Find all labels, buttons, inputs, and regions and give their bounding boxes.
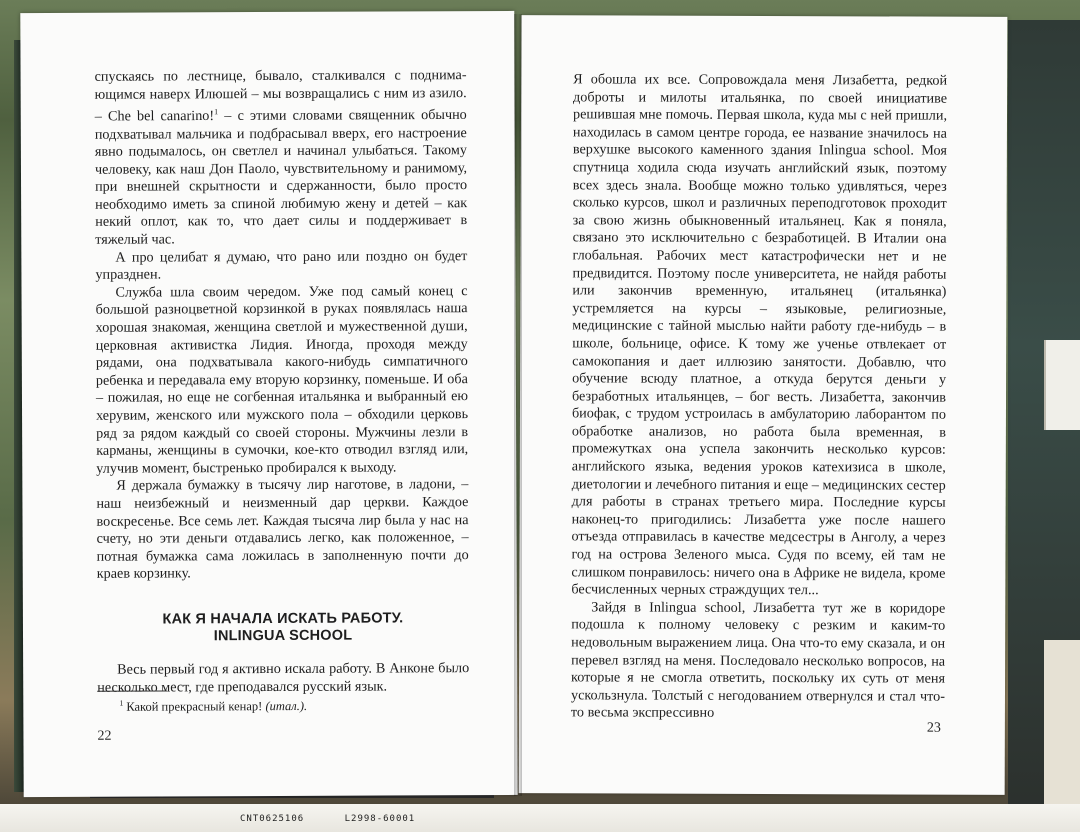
footnote-marker: 1 <box>214 107 219 117</box>
book-gutter <box>514 14 522 796</box>
chapter-heading-line-2: INLINGUA SCHOOL <box>213 627 353 645</box>
footnote <box>119 698 307 715</box>
footnote-number: 1 <box>119 698 124 708</box>
chapter-heading <box>97 610 469 646</box>
chapter-heading-line-1: КАК Я НАЧАЛА ИСКАТЬ РАБОТУ. <box>162 610 404 628</box>
scanner-edge <box>1008 20 1080 832</box>
right-page-text <box>571 71 947 723</box>
left-paragraph-3: Служба шла своим чередом. Уже под самый конец с большой разноцветной корзинкой в руках появлялась наша хорошая знакомая, женщина светлой и мужественной души, церковная активистка Лидия. Иногда, проходя между рядами, она подхватывала какого-нибудь симпатичного ребенка и передавала ему вторую корзинку, поменьше. И оба – пожилая, но еще не согбенная итальянка и выбранный ею херувим, женского или мужского пола – обходили церковь ряд за рядом каждый со своей стороны. Мужчины лезли в карманы, женщины в сумочки, кое-кто отводил взгляд или, улучив момент, быстренько пробирался к выходу. <box>95 282 469 477</box>
page-number-right: 23 <box>926 720 941 736</box>
scan-bottom-bar <box>0 804 1080 832</box>
footnote-text: Какой прекрасный кенар! (итал.). <box>126 698 308 714</box>
left-paragraph-1: спускаясь по лестнице, бывало, сталкивался с поднимающимся наверх Илюшей – мы возвращались с ним из азило. – Che bel canarino!$^1$ – с этими словами священник обычно подхватывал мальчика и подбрасывал вверх, его настроение явно подымалось, он светлел и начинал улыбаться. Такому человеку, как наш Дон Паоло, чувствительному и ранимому, при внешней скрытности и сдержанности, было просто необходимо иметь за спиной любимую жену и детей – как некий оплот, как то, что дает силы и поддерживает в тяжелый час. <box>94 67 468 248</box>
scan-code-right: L2998-60001 <box>344 814 416 824</box>
left-paragraph-2: А про целибат я думаю, что рано или поздно он будет упразднен. <box>95 247 468 284</box>
right-page <box>519 15 1008 795</box>
left-page <box>20 11 517 797</box>
scanner-edge-light <box>1044 340 1080 430</box>
scan-code-left: CNT0625106 <box>240 814 305 824</box>
left-paragraph-4: Я держала бумажку в тысячу лир наготове, в ладони, – наш неизбежный и неизменный дар церкви. Каждое воскресенье. Все семь лет. Каждая тысяча лир была у нас на счету, но эти деньги отдавались легко, как положенное, – потная бумажка сама ложилась в заполненную почти до краев корзинку. <box>96 476 469 583</box>
right-paragraph-2: Зайдя в Inlingua school, Лизабетта тут же в коридоре подошла к полному человеку с резким и каким-то недовольным выражением лица. Она что-то ему сказала, и он перевел взгляд на меня. Последовало несколько вопросов, на которые я не смогла ответить, поскольку их суть от меня ускользнула. Толстый с негодованием отвернулся и стал что-то весьма экспрессивно <box>570 599 946 722</box>
page-number-left: 22 <box>97 728 112 744</box>
scanner-edge-light-lower <box>1044 640 1080 830</box>
left-paragraph-5: Весь первый год я активно искала работу. В Анконе было несколько мест, где преподавался русский язык. <box>97 660 470 696</box>
right-paragraph-1: Я обошла их все. Сопровождала меня Лизабетта, редкой доброты и милоты итальянка, по своей инициативе решившая мне помочь. Первая школа, куда мы с ней пришли, находилась в самом центре города, ее название значилось на верхушке высокого каменного здания Inlingua school. Моя спутница ходила сюда изучать английский язык, поэтому всех здесь знала. Вообще можно только удивляться, через сколько курсов, школ и различных переподготовок проходит за свою жизнь обыкновенный итальянец. Как я поняла, связано это исключительно с безработицей. В Италии она глобальная. Рабочих мест катастрофически нет и не предвидится. Поэтому после университета, не найдя работы или закончив временную, итальянец (итальянка) устремляется на курсы – языковые, религиозные, медицинские с тайной мыслью найти работу где-нибудь – в школе, больнице, офисе. К тому же ученье отвлекает от самокопания и дает иллюзию занятости. Добавлю, что обучение всюду платное, а откуда берутся деньги у безработных итальянцев, – бог весть. Лизабетта, закончив биофак, с трудом устроилась в амбулаторию лаборантом по обработке анализов, но работа была временная, в промежутках она успела закончить несколько курсов: английского языка, ведения уроков катехизиса в школе, диетологии и лечебного питания и еще – медицинских сестер для работы в странах третьего мира. Последние курсы наконец-то пригодились: Лизабетта уже после нашего отъезда отправилась в качестве медсестры в Анголу, а через год на острова Зеленого мыса. Судя по всему, ей там не слишком понравилось: ничего она в Африке не видела, кроме бесчисленных черных страждущих тел... <box>571 71 948 599</box>
left-page-text <box>95 67 470 697</box>
scan-code-labels <box>240 814 449 824</box>
